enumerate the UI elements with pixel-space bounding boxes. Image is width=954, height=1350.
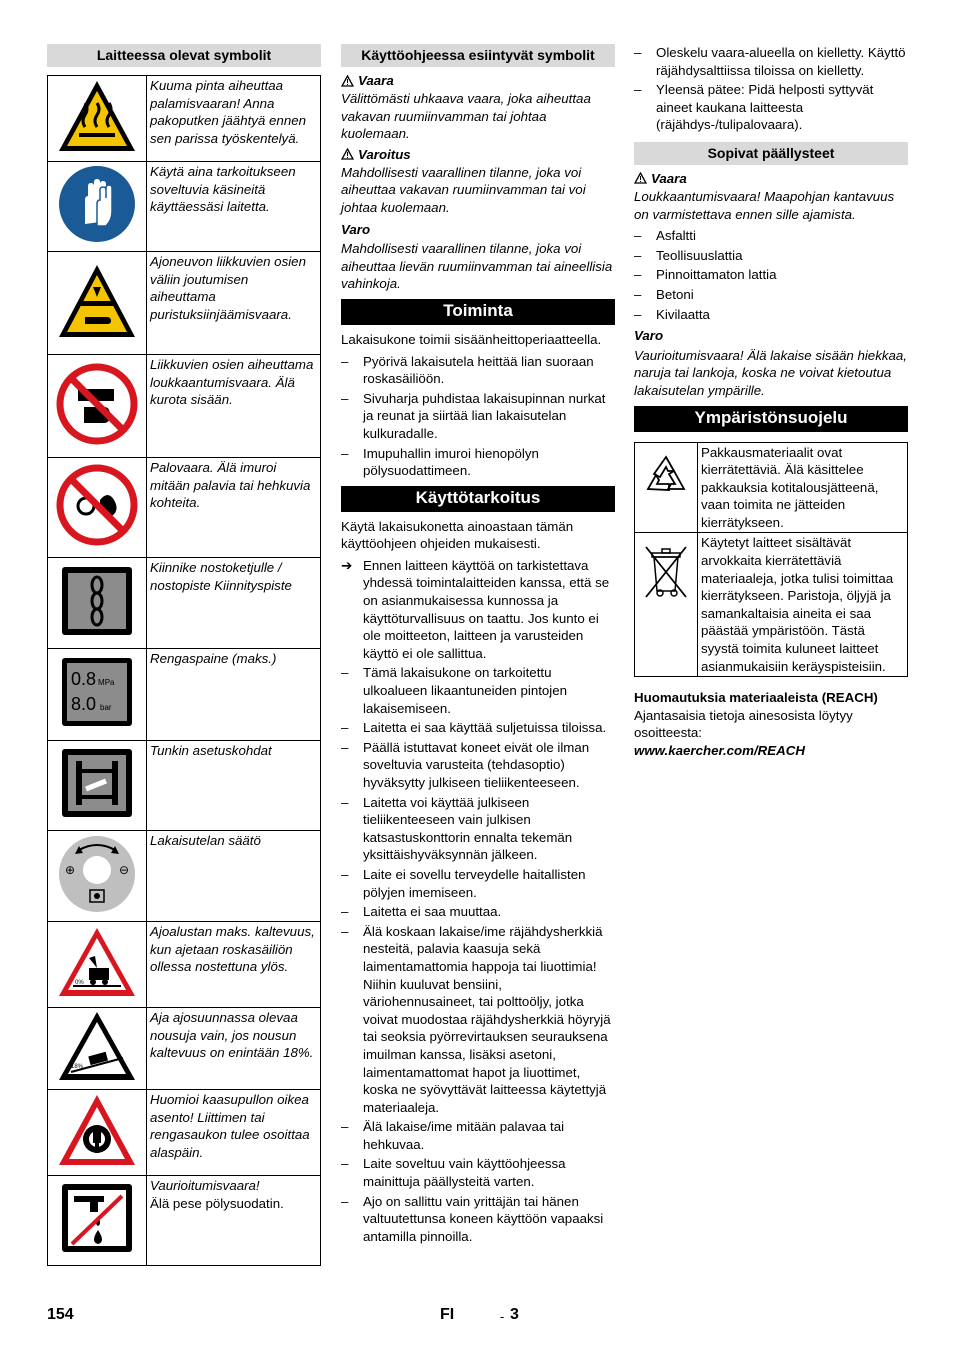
list-item: – Laitetta ei saa käyttää suljetuissa tiloissa.	[341, 720, 607, 736]
column-manual-symbols	[341, 44, 615, 1249]
table-row	[48, 649, 321, 741]
toiminta-intro: Lakaisukone toimii sisäänheittoperiaatteella.	[341, 331, 602, 347]
table-row	[48, 558, 321, 649]
warning-triangle-icon	[634, 172, 647, 184]
dash-marker: –	[341, 794, 349, 810]
crossed-bin-icon	[635, 533, 698, 677]
table-row	[48, 922, 321, 1008]
varo-text: Mahdollisesti vaarallinen tilanne, joka voi aiheuttaa lievän ruumiinvamman tai aineellisia vahinkoja.	[341, 241, 613, 292]
brush-adjust-icon	[48, 831, 147, 922]
table-row	[48, 162, 321, 252]
vaara-text: Välittömästi uhkaava vaara, joka aiheuttaa vakavan ruumiinvamman tai johtaa kuolemaan.	[341, 91, 591, 142]
list-item: – Asfaltti	[634, 228, 696, 244]
dash-marker: –	[634, 45, 642, 60]
symbol-description: Palovaara. Älä imuroi mitään palavia tai hehkuvia kohteita.	[147, 458, 321, 558]
symbol-description: Rengaspaine (maks.)	[147, 649, 321, 741]
kaytto-intro: Käytä lakaisukonetta ainoastaan tämän käyttöohjeen ohjeiden mukaisesti.	[341, 518, 574, 552]
vaara-text: Loukkaantumisvaara! Maapohjan kantavuus on varmistettava ennen sille ajamista.	[634, 188, 895, 222]
vaara-label-row	[634, 171, 908, 186]
symbol-description: Huomioi kaasupullon oikea asento! Liittimen tai rengasaukon tulee osoittaa alaspäin.	[147, 1090, 321, 1176]
table-row	[635, 442, 908, 533]
recycle-icon	[635, 442, 698, 533]
dash-marker: –	[634, 228, 642, 244]
list-item: – Betoni	[634, 286, 694, 302]
list-item: – Sivuharja puhdistaa lakaisupinnan nurkat ja reunat ja siirtää lian lakaisutelan kulkuradalle.	[341, 390, 606, 441]
list-item: – Laite soveltuu vain käyttöohjeessa mainittuja päällysteitä varten.	[341, 1156, 566, 1190]
section-heading-ymparistonsuojelu: Ympäristönsuojelu	[634, 406, 908, 432]
symbol-description	[147, 1176, 321, 1266]
kaytto-list	[341, 557, 615, 1246]
dash-marker: –	[341, 445, 349, 461]
environment-description: Pakkausmateriaalit ovat kierrätettäviä. Älä käsittelee pakkauksia kotitalousjätteenä, vaan toimita ne jätteiden kierrätykseen.	[698, 442, 908, 533]
section-heading-kayttotarkoitus: Käyttötarkoitus	[341, 486, 615, 512]
list-item: – Älä lakaise/ime mitään palavaa tai hehkuvaa.	[341, 1119, 565, 1152]
warning-triangle-icon	[341, 75, 354, 87]
varo-text: Vaurioitumisvaara! Älä lakaise sisään hiekkaa, naruja tai lankoja, koska ne voivat kietoutua lakaisutelan ympärille.	[634, 347, 907, 398]
list-item: – Älä koskaan lakaise/ime räjähdysherkkiä nesteitä, palavia kaasuja sekä laimentamattomia happoja tai liuottimia! Niihin kuuluvat bensiini, väriohennusaineet, tai polttoöljy, jotka voivat muodostaa räjähdysherkkiä höyryjä tai seoksia pyörrevirtauksen seurauksena imuilman kanssa, lisäksi asetoni, laimentamattomat hapot ja liuottimet, koska ne syövyttävät laitteessa käytettyjä materiaaleja.	[341, 923, 611, 1115]
list-item: – Tämä lakaisukone on tarkoitettu ulkoalueen likaantuneiden pintojen lakaisemiseen.	[341, 665, 568, 716]
symbol-description: Liikkuvien osien aiheuttama loukkaantumisvaara. Älä kurota sisään.	[147, 355, 321, 458]
no-reach-in-icon	[48, 355, 147, 458]
language-code: FI	[440, 1306, 455, 1323]
section-heading-device-symbols: Laitteessa olevat symbolit	[47, 44, 321, 67]
dash-marker: –	[341, 1119, 349, 1135]
table-row	[48, 252, 321, 355]
list-item: ➔ Ennen laitteen käyttöä on tarkistettava yhdessä toimintalaitteiden kanssa, että se on asianmukaisessa kunnossa ja käyttöturvallisuus on taattu. Jos kunto ei ole moitteeton, laitteen ja varusteiden käyttö ei ole sallittua.	[341, 557, 610, 661]
dash-marker: –	[341, 665, 349, 681]
section-heading-manual-symbols: Käyttöohjeessa esiintyvät symbolit	[341, 44, 615, 67]
environment-table	[634, 442, 908, 678]
crush-hand-warning-icon	[48, 252, 147, 355]
no-wash-filter-icon	[48, 1176, 147, 1266]
slope-label: 18%	[71, 1064, 84, 1070]
arrow-marker: ➔	[341, 557, 353, 573]
svg-text:⊕: ⊕	[65, 862, 76, 877]
pressure-bar-value: 8.0	[71, 694, 97, 714]
hot-surface-warning-icon	[48, 76, 147, 162]
vaara-label: Vaara	[651, 170, 687, 186]
dash-marker: –	[634, 267, 642, 283]
list-item: – Päällä istuttavat koneet eivät ole ilman soveltuvia varusteita (tehdasoptio) hyväksytty julkiseen tieliikenteeseen.	[341, 739, 590, 790]
dash-marker: –	[341, 739, 349, 755]
dash-marker: –	[634, 306, 642, 322]
symbol-description: Käytä aina tarkoitukseen soveltuvia käsineitä käyttäessäsi laitetta.	[147, 162, 321, 252]
list-item: – Laite ei sovellu terveydelle haitallisten pölyjen imemiseen.	[341, 866, 586, 900]
dash-marker: –	[341, 1193, 349, 1209]
symbol-description: Tunkin asetuskohdat	[147, 741, 321, 831]
vaara-label-row	[341, 73, 615, 88]
vaara-label: Vaara	[358, 73, 394, 88]
pressure-mpa-unit: MPa	[98, 678, 115, 687]
varoitus-label: Varoitus	[358, 146, 411, 162]
sub-page-number: 3	[510, 1306, 519, 1323]
dash-marker: –	[341, 720, 349, 736]
symbol-description-line2: Älä pese pölysuodatin.	[150, 1195, 284, 1211]
dash-marker: –	[341, 390, 349, 406]
pressure-mpa-value: 0.8	[71, 669, 97, 689]
svg-text:⊖: ⊖	[119, 862, 130, 877]
dash-marker: –	[341, 904, 349, 920]
list-item: – Kivilaatta	[634, 306, 710, 322]
dash-marker: –	[341, 923, 349, 939]
toiminta-list	[341, 353, 615, 480]
table-row	[48, 76, 321, 162]
symbol-description: Kiinnike nostoketjulle / nostopiste Kiinnityspiste	[147, 558, 321, 649]
environment-description: Käytetyt laitteet sisältävät arvokkaita kierrätettäviä materiaaleja, jotka tulisi toimittaa kierrätykseen. Paristoja, öljyjä ja samankaltaisia aineita ei saa päästää ympäristöön. Tästä syystä toimita kuluneet laitteet asianmukaisiin keräyspisteisiin.	[698, 533, 908, 677]
pressure-bar-unit: bar	[100, 703, 112, 712]
sub-page-dash: -	[500, 1309, 505, 1324]
column-surfaces-environment	[634, 44, 908, 764]
tyre-pressure-icon	[48, 649, 147, 741]
list-item: – Pinnoittamaton lattia	[634, 267, 777, 283]
gas-cylinder-position-icon	[48, 1090, 147, 1176]
symbol-description: Ajoneuvon liikkuvien osien väliin joutumisen aiheuttama puristuksiinjäämisvaara.	[147, 252, 321, 355]
symbol-description: Ajoalustan maks. kaltevuus, kun ajetaan roskasäiliön ollessa nostettuna ylös.	[147, 922, 321, 1008]
jack-point-icon	[48, 741, 147, 831]
varoitus-text: Mahdollisesti vaarallinen tilanne, joka voi aiheuttaa vakavan ruumiinvamman tai voi johtaa kuolemaan.	[341, 164, 586, 215]
symbol-description-line1: Vaurioitumisvaara!	[150, 1178, 260, 1193]
symbol-description: Lakaisutelan säätö	[147, 831, 321, 922]
gloves-mandatory-icon	[48, 162, 147, 252]
section-heading-toiminta: Toiminta	[341, 299, 615, 325]
max-incline-icon	[48, 1008, 147, 1090]
column-symbols	[47, 44, 321, 1266]
table-row	[48, 741, 321, 831]
reach-heading: Huomautuksia materiaaleista (REACH)	[634, 690, 878, 706]
dash-marker: –	[634, 247, 642, 263]
dash-marker: –	[341, 1156, 349, 1172]
list-item: – Laitetta voi käyttää julkiseen tieliikenteeseen vain julkisen katsastuskonttorin ennalta tekemän yksittäishyväksynnän jälkeen.	[341, 794, 573, 863]
dash-marker: –	[634, 82, 642, 98]
table-row	[48, 1008, 321, 1090]
table-row	[48, 458, 321, 558]
varo-label: Varo	[634, 328, 664, 344]
symbol-description: Kuuma pinta aiheuttaa palamisvaaran! Anna pakoputken jäähtyä ennen sen parissa työskentelyä.	[147, 76, 321, 162]
varoitus-label-row	[341, 147, 615, 162]
safety-list-continued	[634, 44, 908, 134]
reach-text: Ajantasaisia tietoja ainesosista löytyy osoitteesta:	[634, 707, 853, 741]
reach-link[interactable]: www.kaercher.com/REACH	[634, 743, 805, 758]
varo-label: Varo	[341, 221, 371, 237]
lifting-chain-icon	[48, 558, 147, 649]
table-row	[48, 1090, 321, 1176]
list-item: – Yleensä pätee: Pidä helposti syttyvät aineet kaukana laitteesta (räjähdys-/tulipalovaara).	[634, 82, 874, 133]
dash-marker: –	[634, 286, 642, 302]
table-row	[48, 1176, 321, 1266]
list-item: – Oleskelu vaara-alueella on kielletty. Käyttö räjähdysalttiissa tiloissa on kielletty.	[634, 45, 906, 78]
section-heading-sopivat-paallysteet: Sopivat päällysteet	[634, 142, 908, 165]
symbols-table	[47, 75, 321, 1266]
table-row	[635, 533, 908, 677]
symbol-description: Aja ajosuunnassa olevaa nousuja vain, jos nousun kaltevuus on enintään 18%.	[147, 1008, 321, 1090]
list-item: – Pyörivä lakaisutela heittää lian suoraan roskasäiliöön.	[341, 353, 594, 387]
list-item: – Ajo on sallittu vain yrittäjän tai hänen valtuutettunsa koneen käyttöön vapaaksi antamilla pinnoilla.	[341, 1193, 604, 1244]
warning-triangle-icon	[341, 148, 354, 160]
no-vacuum-burning-icon	[48, 458, 147, 558]
dash-marker: –	[341, 866, 349, 882]
table-row	[48, 355, 321, 458]
table-row	[48, 831, 321, 922]
max-slope-bin-icon	[48, 922, 147, 1008]
dash-marker: –	[341, 353, 349, 369]
list-item: – Teollisuuslattia	[634, 247, 743, 263]
list-item: – Laitetta ei saa muuttaa.	[341, 904, 502, 920]
slope-label: 0%	[75, 980, 84, 986]
list-item: – Imupuhallin imuroi hienopölyn pölysuodattimeen.	[341, 445, 539, 479]
surfaces-list	[634, 227, 908, 323]
page-number: 154	[47, 1306, 74, 1323]
